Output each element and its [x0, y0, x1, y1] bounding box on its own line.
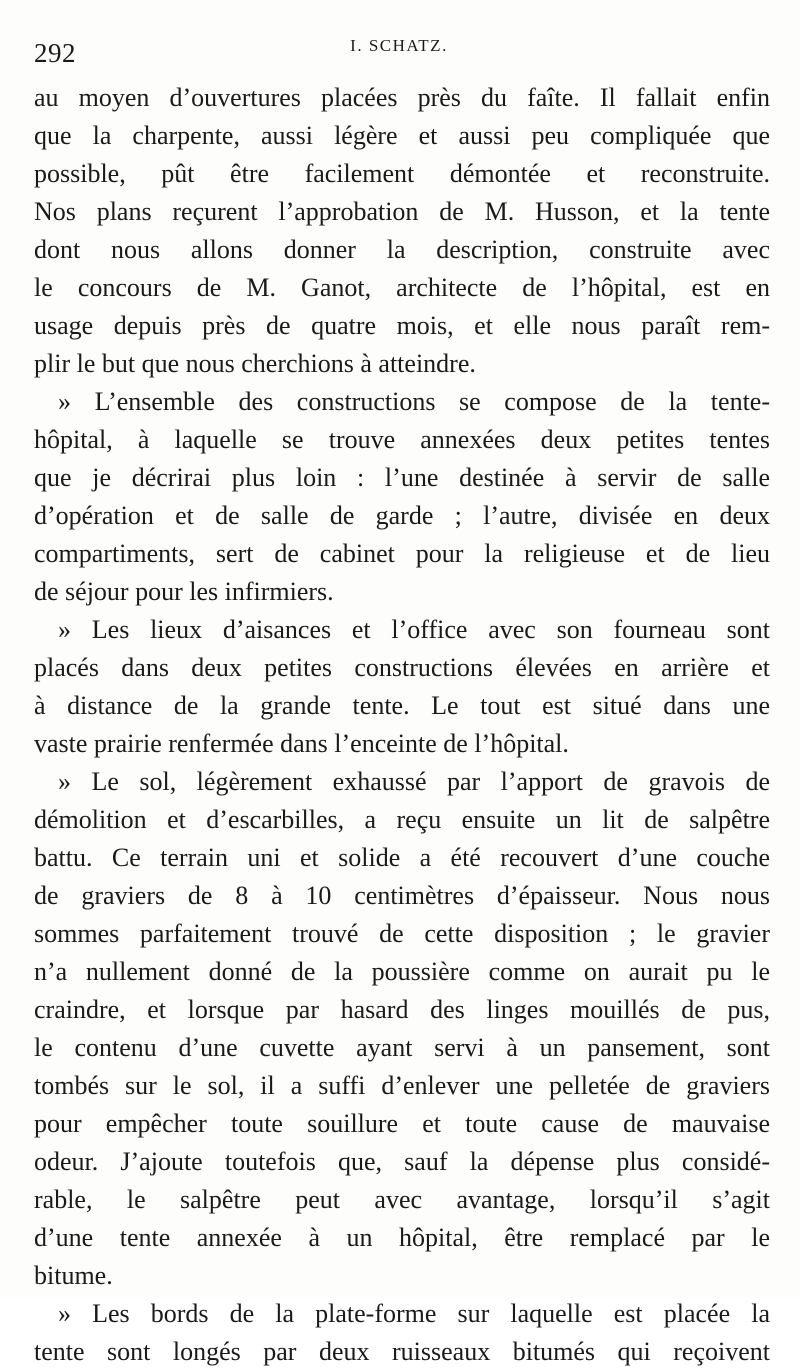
- text-line: à distance de la grande tente. Le tout est situé dans une: [34, 691, 770, 720]
- text-line: bitume.: [34, 1261, 113, 1290]
- text-line: démolition et d’escarbilles, a reçu ensuite un lit de salpêtre: [34, 805, 770, 834]
- text-line: plir le but que nous cherchions à atteindre.: [34, 349, 476, 378]
- text-line: au moyen d’ouvertures placées près du faîte. Il fallait enfin: [34, 83, 770, 112]
- text-line: le concours de M. Ganot, architecte de l’hôpital, est en: [34, 273, 770, 302]
- text-line: rable, le salpêtre peut avec avantage, lorsqu’il s’agit: [34, 1185, 770, 1214]
- text-line: d’une tente annexée à un hôpital, être remplacé par le: [34, 1223, 770, 1252]
- text-line: » Les bords de la plate-forme sur laquelle est placée la: [58, 1299, 770, 1328]
- text-line: usage depuis près de quatre mois, et elle nous paraît rem-: [34, 311, 770, 340]
- text-line: placés dans deux petites constructions élevées en arrière et: [34, 653, 770, 682]
- text-line: possible, pût être facilement démontée et reconstruite.: [34, 159, 770, 188]
- text-line: sommes parfaitement trouvé de cette disposition ; le gravier: [34, 919, 770, 948]
- text-line: Nos plans reçurent l’approbation de M. Husson, et la tente: [34, 197, 770, 226]
- text-line: » L’ensemble des constructions se compose de la tente-: [58, 387, 770, 416]
- text-line: battu. Ce terrain uni et solide a été recouvert d’une couche: [34, 843, 770, 872]
- text-line: odeur. J’ajoute toutefois que, sauf la dépense plus considé-: [34, 1147, 770, 1176]
- text-line: compartiments, sert de cabinet pour la religieuse et de lieu: [34, 539, 770, 568]
- text-line: tombés sur le sol, il a suffi d’enlever une pelletée de graviers: [34, 1071, 770, 1100]
- text-line: craindre, et lorsque par hasard des linges mouillés de pus,: [34, 995, 770, 1024]
- text-line: que je décrirai plus loin : l’une destinée à servir de salle: [34, 463, 770, 492]
- text-line: d’opération et de salle de garde ; l’autre, divisée en deux: [34, 501, 770, 530]
- text-line: hôpital, à laquelle se trouve annexées deux petites tentes: [34, 425, 770, 454]
- text-line: de graviers de 8 à 10 centimètres d’épaisseur. Nous nous: [34, 881, 770, 910]
- text-line: tente sont longés par deux ruisseaux bitumés qui reçoivent: [34, 1337, 770, 1366]
- text-line: vaste prairie renfermée dans l’enceinte de l’hôpital.: [34, 729, 569, 758]
- page-header: [34, 32, 764, 72]
- text-line: le contenu d’une cuvette ayant servi à un pansement, sont: [34, 1033, 770, 1062]
- body-text: [34, 79, 770, 1371]
- text-line: » Le sol, légèrement exhaussé par l’apport de gravois de: [58, 767, 770, 796]
- text-line: » Les lieux d’aisances et l’office avec son fourneau sont: [58, 615, 770, 644]
- running-head: I. SCHATZ.: [350, 36, 448, 55]
- text-line: de séjour pour les infirmiers.: [34, 577, 334, 606]
- text-line: dont nous allons donner la description, construite avec: [34, 235, 770, 264]
- text-line: pour empêcher toute souillure et toute cause de mauvaise: [34, 1109, 770, 1138]
- text-line: n’a nullement donné de la poussière comme on aurait pu le: [34, 957, 770, 986]
- page-number: 292: [34, 38, 76, 68]
- text-line: que la charpente, aussi légère et aussi peu compliquée que: [34, 121, 770, 150]
